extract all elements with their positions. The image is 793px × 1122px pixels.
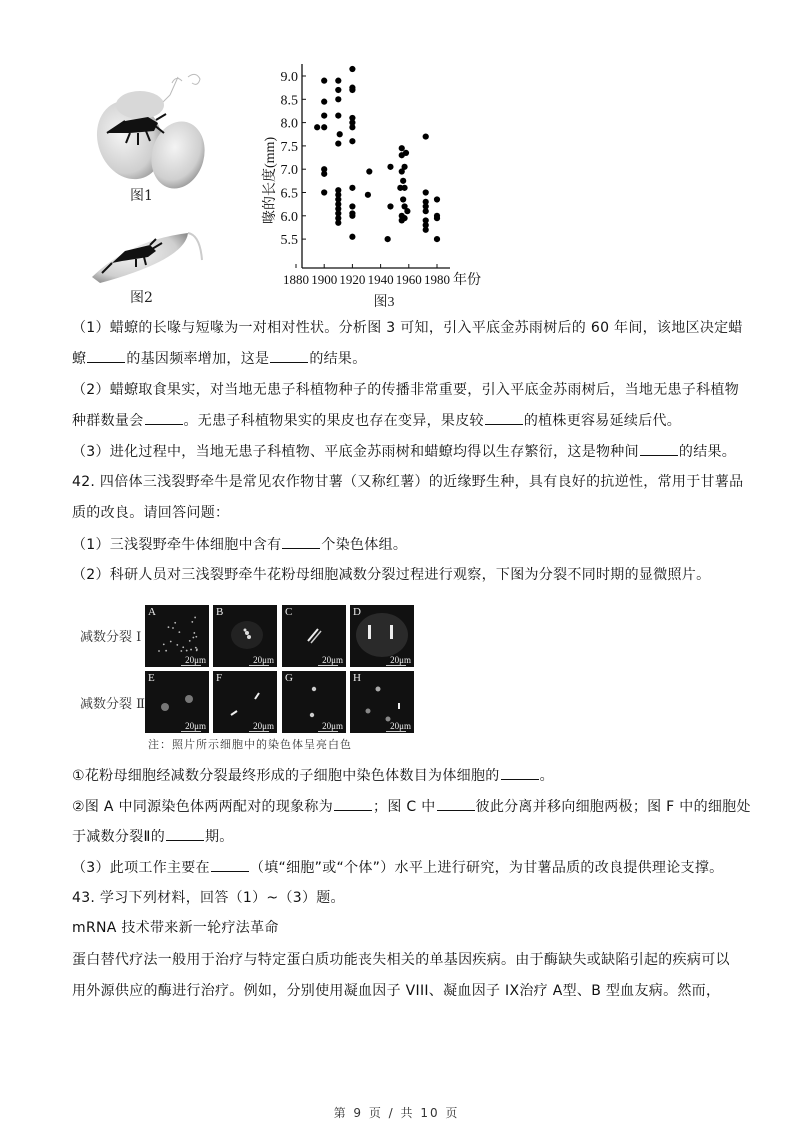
scale-bar: [386, 731, 406, 732]
answer-blank[interactable]: [501, 765, 539, 780]
svg-text:1920: 1920: [339, 272, 366, 287]
svg-text:喙的长度(mm): 喙的长度(mm): [263, 136, 278, 224]
answer-blank[interactable]: [166, 826, 204, 841]
svg-text:1960: 1960: [395, 272, 422, 287]
scale-label: 20μm: [390, 655, 411, 665]
panel-label: B: [216, 606, 224, 618]
text-span: 种群数量会: [72, 413, 144, 429]
micrograph-panel-b: [213, 605, 277, 667]
panel-label: C: [285, 606, 293, 618]
micrograph-panel-e: [145, 671, 209, 733]
scale-bar: [249, 731, 269, 732]
text-span: 蟟: [72, 351, 87, 367]
figure-3-scatter-chart: [250, 60, 500, 310]
q42-part3: [72, 857, 723, 878]
page-footer: 第 9 页 / 共 10 页: [333, 1106, 460, 1120]
scale-label: 20μm: [185, 655, 206, 665]
answer-blank[interactable]: [640, 441, 678, 456]
svg-text:1880: 1880: [283, 272, 309, 287]
q42-part2-ii-line1: [72, 796, 751, 817]
svg-text:6.0: 6.0: [280, 209, 298, 225]
q42-part1: [72, 534, 407, 555]
micrograph-panel-c: [282, 605, 346, 667]
text-span: ②图 A 中同源染色体两两配对的现象称为: [72, 799, 334, 815]
answer-blank[interactable]: [270, 348, 308, 363]
q41-part1-line2: [72, 348, 367, 369]
scale-bar: [181, 665, 201, 666]
q41-part2-line1: （2）蜡蟟取食果实，对当地无患子科植物种子的传播非常重要，引入平底金苏雨树后，当地无患子科植物: [72, 382, 740, 398]
micrograph-panel-f: [213, 671, 277, 733]
scale-label: 20μm: [253, 721, 274, 731]
panel-label: D: [353, 606, 361, 618]
answer-blank[interactable]: [437, 796, 475, 811]
scale-bar: [249, 665, 269, 666]
micrograph-panel-d: [350, 605, 414, 667]
svg-text:5.5: 5.5: [280, 233, 298, 249]
q42-stem-line1: 42. 四倍体三浅裂野牵牛是常见农作物甘薯（又称红薯）的近缘野生种，具有良好的抗逆性，常用于甘薯品: [72, 474, 744, 490]
row-label-meiosis-2: 减数分裂 Ⅱ: [80, 697, 145, 712]
panel-label: H: [353, 672, 361, 684]
text-span: （3）此项工作主要在: [72, 860, 210, 876]
q42-stem-line2: 质的改良。请回答问题：: [72, 505, 230, 521]
text-span: 期。: [205, 829, 234, 845]
q41-part3: [72, 441, 736, 462]
svg-text:图3: 图3: [373, 295, 395, 310]
micrograph-panel-h: [350, 671, 414, 733]
q42-part2: （2）科研人员对三浅裂野牵牛花粉母细胞减数分裂过程进行观察，下图为分裂不同时期的显微照片。: [72, 567, 711, 583]
q43-stem: 43. 学习下列材料，回答（1）~（3）题。: [72, 890, 345, 906]
q41-part1-line1: （1）蜡蟟的长喙与短喙为一对相对性状。分析图 3 可知，引入平底金苏雨树后的 60 年间，该地区决定蜡: [72, 320, 743, 336]
panel-label: E: [148, 672, 155, 684]
scale-label: 20μm: [322, 721, 343, 731]
material-paragraph-line1: 蛋白替代疗法一般用于治疗与特定蛋白质功能丧失相关的单基因疾病。由于酶缺失或缺陷引起的疾病可以: [72, 952, 730, 968]
scale-label: 20μm: [185, 721, 206, 731]
panel-label: G: [285, 672, 293, 684]
text-span: ；图 C 中: [373, 799, 436, 815]
scale-bar: [318, 665, 338, 666]
row-label-meiosis-1: 减数分裂 Ⅰ: [80, 630, 142, 645]
svg-text:6.5: 6.5: [280, 186, 298, 202]
scale-bar: [386, 665, 406, 666]
svg-text:7.0: 7.0: [280, 163, 298, 179]
text-span: 的结果。: [309, 351, 367, 367]
svg-text:8.5: 8.5: [280, 93, 298, 109]
scatter-plot: [250, 60, 500, 310]
svg-text:8.0: 8.0: [280, 116, 298, 132]
svg-text:9.0: 9.0: [280, 70, 298, 85]
svg-text:1980: 1980: [424, 272, 450, 287]
text-span: ①花粉母细胞经减数分裂最终形成的子细胞中染色体数目为体细胞的: [72, 768, 500, 784]
q41-part2-line2: [72, 410, 681, 431]
answer-blank[interactable]: [145, 410, 183, 425]
meiosis-micrographs: [78, 602, 423, 752]
scale-bar: [318, 731, 338, 732]
text-span: 。: [539, 768, 554, 784]
text-span: 。无患子科植物果实的果皮也存在变异，果皮较: [183, 413, 484, 429]
answer-blank[interactable]: [334, 796, 372, 811]
scale-bar: [181, 731, 201, 732]
answer-blank[interactable]: [211, 857, 249, 872]
q42-part2-ii-line2: [72, 826, 234, 847]
scale-label: 20μm: [253, 655, 274, 665]
svg-text:7.5: 7.5: [280, 139, 298, 155]
text-span: （3）进化过程中，当地无患子科植物、平底金苏雨树和蜡蟟均得以生存繁衍，这是物种间: [72, 444, 639, 460]
panel-label: F: [216, 672, 223, 684]
micrograph-note: 注：照片所示细胞中的染色体呈亮白色: [148, 738, 352, 751]
text-span: （1）三浅裂野牵牛体细胞中含有: [72, 537, 282, 553]
figure-2-caption: 图2: [130, 290, 153, 306]
text-span: 于减数分裂Ⅱ的: [72, 829, 165, 845]
scale-label: 20μm: [390, 721, 411, 731]
answer-blank[interactable]: [485, 410, 523, 425]
text-span: （填“细胞”或“个体”）水平上进行研究，为甘薯品质的改良提供理论支撑。: [249, 860, 724, 876]
micrograph-panel-g: [282, 671, 346, 733]
svg-text:1940: 1940: [367, 272, 394, 287]
text-span: 的基因频率增加，这是: [126, 351, 270, 367]
figure-1-caption: 图1: [130, 188, 153, 204]
material-paragraph-line2: 用外源供应的酶进行治疗。例如，分别使用凝血因子 VIII、凝血因子 IX治疗 A型、B 型血友病。然而，: [72, 983, 721, 999]
answer-blank[interactable]: [87, 348, 125, 363]
panel-label: A: [148, 606, 156, 618]
material-title: mRNA 技术带来新一轮疗法革命: [72, 920, 279, 936]
text-span: 的结果。: [678, 444, 737, 460]
svg-text:1900: 1900: [311, 272, 338, 287]
micrograph-panel-a: [145, 605, 209, 667]
text-span: 的植株更容易延续后代。: [523, 413, 682, 429]
text-span: 彼此分离并移向细胞两极；图 F 中的细胞处: [475, 799, 751, 815]
q42-part2-i: [72, 765, 554, 786]
answer-blank[interactable]: [282, 534, 320, 549]
scale-label: 20μm: [322, 655, 343, 665]
text-span: 个染色体组。: [321, 537, 408, 553]
figure-1-2: [70, 65, 230, 310]
svg-text:年份: 年份: [453, 273, 481, 288]
